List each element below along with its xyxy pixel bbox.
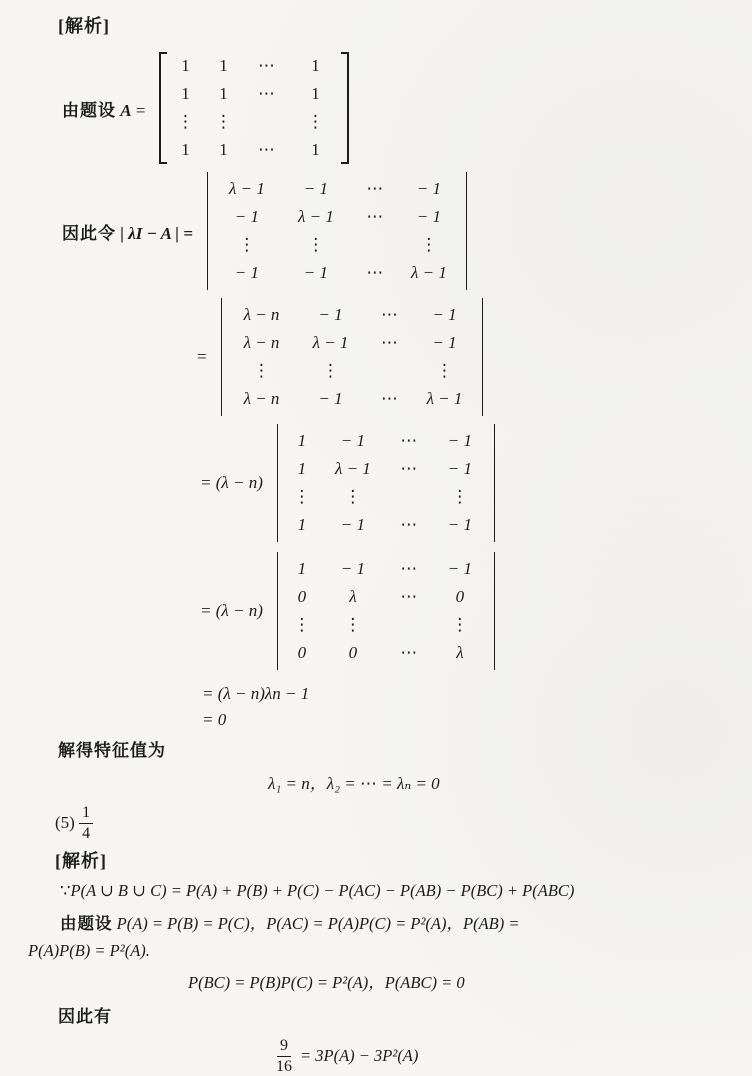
matrix-cell: 1 — [219, 84, 228, 103]
matrix-cell: 1 — [219, 140, 228, 159]
nine-sixteenths-fraction — [276, 1037, 292, 1076]
answer-fraction — [79, 804, 93, 843]
matrix-cell: ⋮ — [238, 235, 256, 254]
matrix-cell: 1 — [297, 431, 307, 450]
determinant-1 — [207, 172, 467, 290]
matrix-cell: ⋯ — [257, 140, 275, 159]
matrix-cell: λ — [349, 587, 357, 606]
matrix-a — [159, 52, 349, 164]
matrix-cell: − 1 — [416, 179, 442, 198]
matrix-cell: ⋮ — [214, 112, 232, 131]
given-cjk-2: 由题设 — [60, 913, 113, 933]
fraction-numerator: 1 — [79, 804, 93, 824]
matrix-cell: ⋮ — [451, 487, 469, 506]
matrix-cell: λ − 1 — [298, 207, 334, 226]
matrix-cell: 1 — [297, 515, 307, 534]
matrix-cell: ⋯ — [366, 263, 384, 282]
matrix-cell: − 1 — [432, 333, 457, 352]
matrix-cell: ⋮ — [344, 615, 362, 634]
equation-expanded: = (λ − n)λn − 1 — [202, 684, 310, 703]
left-bracket-icon — [159, 52, 167, 164]
matrix-cell: − 1 — [303, 179, 329, 198]
probability-union-formula: ∵P(A ∪ B ∪ C) = P(A) + P(B) + P(C) − P(AC) − P(AB) − P(BC) + P(ABC) — [60, 880, 575, 900]
matrix-cell: − 1 — [447, 459, 472, 478]
matrix-cell: − 1 — [432, 305, 457, 324]
determinant-4 — [277, 552, 495, 670]
given-prefix — [62, 96, 145, 121]
matrix-cell: ⋯ — [257, 56, 275, 75]
matrix-cell: λ − 1 — [312, 333, 349, 352]
given-math-2: P(A) = P(B) = P(C)，P(AC) = P(A)P(C) = P²(A)，P(AB) = — [116, 913, 520, 933]
matrix-cell: ⋯ — [380, 333, 398, 352]
eq3-lhs: = (λ − n) — [200, 473, 263, 492]
matrix-cell: ⋯ — [257, 84, 275, 103]
right-bracket-icon — [341, 52, 349, 164]
det-intro-cjk: 因此令 — [62, 223, 116, 243]
determinant-4-grid — [284, 555, 488, 667]
item-number: (5) — [55, 813, 75, 833]
probability-bc-line: P(BC) = P(B)P(C) = P²(A)，P(ABC) = 0 — [188, 972, 465, 992]
matrix-cell: ⋮ — [344, 487, 362, 506]
matrix-cell: λ − n — [243, 389, 280, 408]
therefore-text: 因此有 — [58, 1006, 112, 1026]
matrix-cell: ⋯ — [380, 305, 398, 324]
item-5-answer — [55, 804, 752, 843]
det-intro — [62, 219, 193, 244]
matrix-cell: − 1 — [234, 263, 260, 282]
eq4-lhs: = (λ − n) — [200, 601, 263, 620]
matrix-cell: λ − n — [243, 333, 280, 352]
matrix-cell: λ — [456, 643, 464, 662]
matrix-cell: λ − 1 — [411, 263, 447, 282]
matrix-cell: ⋮ — [293, 487, 311, 506]
analysis-label-1: [解析] — [58, 16, 110, 36]
matrix-cell: − 1 — [447, 431, 472, 450]
equation-det-4 — [200, 552, 752, 670]
equals-sign: = — [135, 100, 146, 120]
matrix-cell: − 1 — [318, 305, 343, 324]
matrix-a-grid — [167, 52, 341, 164]
eq2-lhs: = — [196, 347, 208, 366]
matrix-cell: 1 — [311, 56, 320, 75]
matrix-cell: − 1 — [340, 515, 365, 534]
matrix-cell: 1 — [297, 559, 307, 578]
fraction-numerator: 9 — [277, 1037, 291, 1057]
matrix-cell: − 1 — [340, 431, 365, 450]
matrix-cell: ⋯ — [400, 459, 418, 478]
analysis-label-2: [解析] — [55, 850, 107, 871]
matrix-cell: ⋮ — [451, 615, 469, 634]
equation-det-3 — [200, 424, 752, 542]
probability-given-line — [60, 910, 752, 934]
matrix-cell: ⋯ — [400, 587, 418, 606]
matrix-cell: ⋯ — [400, 559, 418, 578]
matrix-cell: 1 — [311, 84, 320, 103]
fraction-denominator: 16 — [276, 1057, 292, 1075]
eigenvalue-conclusion-text: 解得特征值为 — [58, 741, 166, 760]
matrix-cell: ⋮ — [321, 361, 339, 380]
matrix-cell: 1 — [311, 140, 320, 159]
given-prefix-cjk: 由题设 — [62, 100, 116, 120]
probability-continuation: P(A)P(B) = P²(A). — [28, 940, 150, 960]
matrix-cell: 1 — [181, 56, 190, 75]
matrix-cell: − 1 — [447, 559, 472, 578]
equation-matrix-a — [62, 52, 752, 164]
equation-det-2 — [196, 298, 752, 416]
matrix-a-symbol: A — [120, 100, 132, 120]
final-equation-rest: = 3P(A) − 3P²(A) — [300, 1046, 419, 1066]
matrix-cell: ⋮ — [252, 361, 270, 380]
matrix-cell: 1 — [297, 459, 307, 478]
matrix-cell: ⋮ — [307, 235, 325, 254]
matrix-cell: 1 — [219, 56, 228, 75]
matrix-cell: ⋯ — [380, 389, 398, 408]
matrix-cell: − 1 — [303, 263, 329, 282]
det-intro-math: | λI − A | = — [120, 223, 193, 243]
determinant-1-grid — [214, 175, 460, 287]
matrix-cell: λ − 1 — [334, 459, 371, 478]
matrix-cell: λ − 1 — [426, 389, 463, 408]
fraction-denominator: 4 — [82, 824, 91, 842]
determinant-2-grid — [228, 301, 476, 413]
matrix-cell: ⋯ — [366, 179, 384, 198]
matrix-cell: ⋮ — [293, 615, 311, 634]
matrix-cell: ⋯ — [400, 643, 418, 662]
matrix-cell: 0 — [297, 587, 307, 606]
matrix-cell: 0 — [297, 643, 307, 662]
matrix-cell: ⋮ — [176, 112, 194, 131]
matrix-cell: − 1 — [447, 515, 472, 534]
matrix-cell: 0 — [348, 643, 358, 662]
eigenvalue-result: λ₁ = n，λ₂ = ⋯ = λₙ = 0 — [268, 774, 440, 793]
matrix-cell: ⋮ — [435, 361, 453, 380]
determinant-3-grid — [284, 427, 488, 539]
determinant-2 — [221, 298, 483, 416]
matrix-cell: ⋮ — [306, 112, 324, 131]
matrix-cell: λ − 1 — [229, 179, 265, 198]
matrix-cell: − 1 — [234, 207, 260, 226]
equation-det-1 — [62, 172, 752, 290]
matrix-cell: − 1 — [318, 389, 343, 408]
matrix-cell: λ − n — [243, 305, 280, 324]
matrix-cell: ⋯ — [366, 207, 384, 226]
matrix-cell: ⋯ — [400, 515, 418, 534]
final-equation — [276, 1037, 752, 1076]
matrix-cell: − 1 — [416, 207, 442, 226]
matrix-cell: ⋮ — [420, 235, 438, 254]
matrix-cell: 1 — [181, 84, 190, 103]
equation-zero: = 0 — [202, 710, 227, 729]
matrix-cell: 0 — [455, 587, 465, 606]
matrix-cell: ⋯ — [400, 431, 418, 450]
determinant-3 — [277, 424, 495, 542]
matrix-cell: − 1 — [340, 559, 365, 578]
matrix-cell: 1 — [181, 140, 190, 159]
